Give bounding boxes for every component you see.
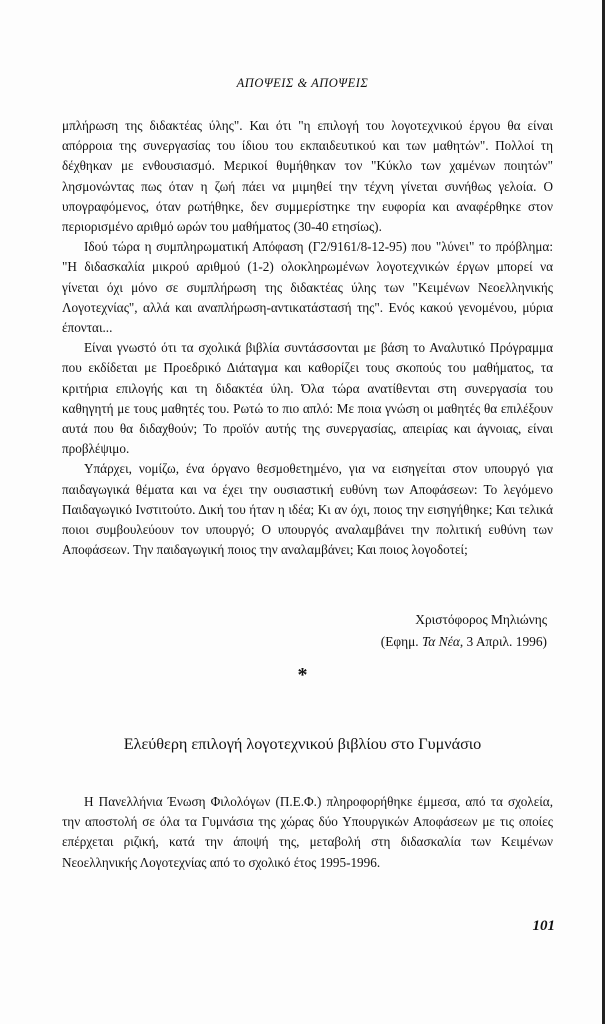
body-paragraph: μπλήρωση της διδακτέας ύλης". Και ότι "η επιλογή του λογοτεχνικού έργου θα είναι απόρροια της συνεργασίας του ίδιου του εκπαιδευτικού και των μαθητών". Πολλοί τη δέχθηκαν με ενθουσιασμό. Μερικοί θυμήθηκαν τον "Κύκλο των χαμένων ποιητών" λησμονώντας πως όταν η ζωή πάει να μιμηθεί την τέχνη γίνεται συνήθως γελοία. Ο υπογραφόμενος, όταν ρωτήθηκε, δεν συμμερίστηκε την ευφορία και αναφέρθηκε στον περιορισμένο αριθμό ωρών του μαθήματος (30-40 ετησίως).: [62, 118, 553, 235]
article-body-2: [62, 792, 553, 873]
author-signature: Χριστόφορος Μηλιώνης: [415, 612, 547, 627]
source-citation: [381, 631, 547, 652]
article-body: [62, 116, 553, 560]
section-title: Ελεύθερη επιλογή λογοτεχνικού βιβλίου στο Γυμνάσιο: [123, 735, 482, 753]
section-separator: *: [297, 664, 308, 686]
body-paragraph: Ιδού τώρα η συμπληρωματική Απόφαση (Γ2/9161/8-12-95) που "λύνει" το πρόβλημα: "Η διδασκαλία μικρού αριθμού (1-2) ολοκληρωμένων λογοτεχνικών έργων μπορεί να γίνεται όχι μόνο σε συμπλήρωση της διδακτέας ύλης των "Κειμένων Νεοελληνικής Λογοτεχνίας", αλλά και αναπλήρωση-αντικατάστασή της". Ενός κακού γενομένου, μύρια έπονται...: [62, 239, 553, 336]
page-number: 101: [532, 918, 555, 934]
body-paragraph: Η Πανελλήνια Ένωση Φιλολόγων (Π.Ε.Φ.) πληροφορήθηκε έμμεσα, από τα σχολεία, την αποστολή σε όλα τα Γυμνάσια της χώρας δύο Υπουργικών Αποφάσεων με τις οποίες επέρχεται ριζική, κατά την άποψή της, μεταβολή στη διδασκαλία των Κειμένων Νεοελληνικής Λογοτεχνίας από το σχολικό έτος 1995-1996.: [62, 794, 553, 870]
source-prefix: (Εφημ.: [380, 634, 422, 649]
running-header: ΑΠΟΨΕΙΣ & ΑΠΟΨΕΙΣ: [236, 76, 369, 90]
body-paragraph: Είναι γνωστό ότι τα σχολικά βιβλία συντάσσονται με βάση το Αναλυτικό Πρόγραμμα που εκδίδεται με Προεδρικό Διάταγμα και καθορίζει τους σκοπούς του μαθήματος, τα κριτήρια επιλογής και τη διδακτέα ύλη. Όλα τώρα ανατίθενται στη συνεργασία του καθηγητή με τους μαθητές του. Ρωτώ το πιο απλό: Με ποια γνώση οι μαθητές θα επιλέξουν αυτά που θα διδαχθούν; Το προϊόν αυτής της συνεργασίας, απειρίας και άγνοιας, είναι προβλέψιμο.: [62, 340, 553, 457]
source-newspaper: Τα Νέα: [422, 634, 460, 649]
source-date: , 3 Απριλ. 1996): [459, 634, 547, 649]
body-paragraph: Υπάρχει, νομίζω, ένα όργανο θεσμοθετημένο, για να εισηγείται στον υπουργό για παιδαγωγικά θέματα και να έχει την ουσιαστική ευθύνη των Αποφάσεων: Το λεγόμενο Παιδαγωγικό Ινστιτούτο. Δική του ήταν η ιδέα; Κι αν όχι, ποιος την εισηγήθηκε; Και τελικά ποιοι συμβουλεύουν τον υπουργό; Ο υπουργός αναλαμβάνει την πολιτική ευθύνη των Αποφάσεων. Την παιδαγωγική ποιος την αναλαμβάνει; Και ποιος λογοδοτεί;: [62, 461, 553, 558]
